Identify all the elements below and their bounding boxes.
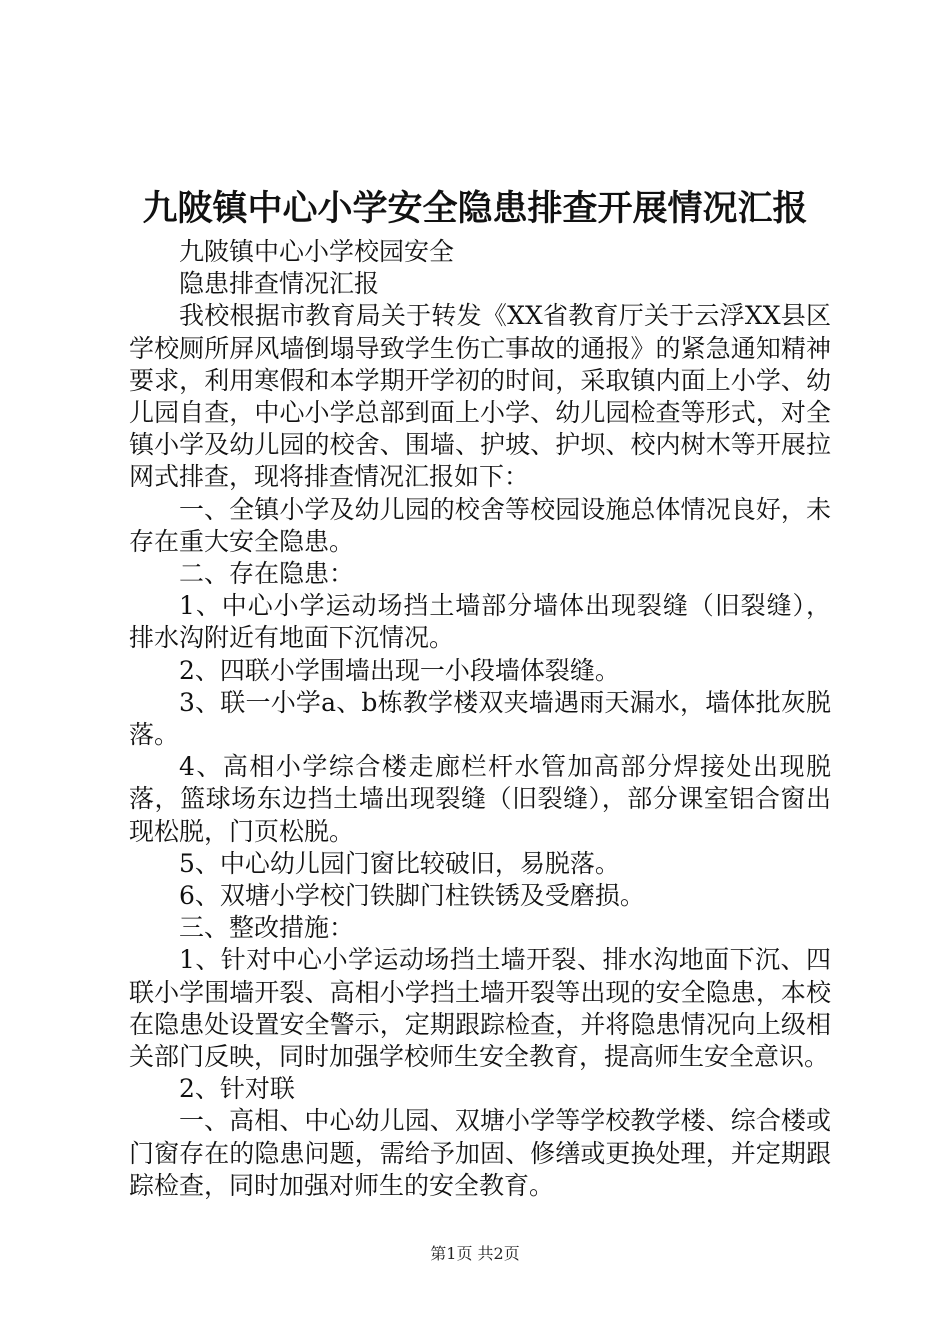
body-paragraph: 二、存在隐患： xyxy=(179,559,355,589)
body-paragraph: 2、四联小学围墙出现一小段墙体裂缝。 xyxy=(179,655,620,685)
body-paragraph: 三、整改措施： xyxy=(179,913,355,943)
body-paragraph: 2、针对联 xyxy=(179,1074,295,1104)
document-body xyxy=(129,236,831,1202)
page-footer: 第1页 共2页 xyxy=(430,1244,520,1263)
body-paragraph: 隐患排查情况汇报 xyxy=(179,269,380,299)
body-paragraph: 一、全镇小学及幼儿园的校舍等校园设施总体情况良好，未存在重大安全隐患。 xyxy=(129,494,831,556)
body-paragraph: 3、联一小学a、b栋教学楼双夹墙遇雨天漏水，墙体批灰脱落。 xyxy=(129,687,831,750)
body-paragraph: 1、中心小学运动场挡土墙部分墙体出现裂缝（旧裂缝），排水沟附近有地面下沉情况。 xyxy=(129,591,831,653)
body-paragraph: 九陂镇中心小学校园安全 xyxy=(179,237,455,266)
body-paragraph: 1、针对中心小学运动场挡土墙开裂、排水沟地面下沉、四联小学围墙开裂、高相小学挡土墙开裂等出现的安全隐患，本校在隐患处设置安全警示，定期跟踪检查，并将隐患情况向上级相关部门反映，同时加强学校师生安全教育，提高师生安全意识。 xyxy=(129,945,831,1072)
body-paragraph: 一、高相、中心幼儿园、双塘小学等学校教学楼、综合楼或门窗存在的隐患问题，需给予加固、修缮或更换处理，并定期跟踪检查，同时加强对师生的安全教育。 xyxy=(129,1106,831,1200)
body-paragraph: 5、中心幼儿园门窗比较破旧，易脱落。 xyxy=(179,848,620,878)
body-paragraph: 我校根据市教育局关于转发《XX省教育厅关于云浮XX县区学校厕所屏风墙倒塌导致学生伤亡事故的通报》的紧急通知精神要求，利用寒假和本学期开学初的时间，采取镇内面上小学、幼儿园自查，中心小学总部到面上小学、幼儿园检查等形式，对全镇小学及幼儿园的校舍、围墙、护坡、护坝、校内树木等开展拉网式排查，现将排查情况汇报如下： xyxy=(129,301,831,492)
body-paragraph: 6、双塘小学校门铁脚门柱铁锈及受磨损。 xyxy=(179,881,645,911)
document-title: 九陂镇中心小学安全隐患排查开展情况汇报 xyxy=(142,188,808,229)
body-paragraph: 4、高相小学综合楼走廊栏杆水管加高部分焊接处出现脱落，篮球场东边挡土墙出现裂缝（旧裂缝），部分课室铝合窗出现松脱，门页松脱。 xyxy=(129,752,831,846)
